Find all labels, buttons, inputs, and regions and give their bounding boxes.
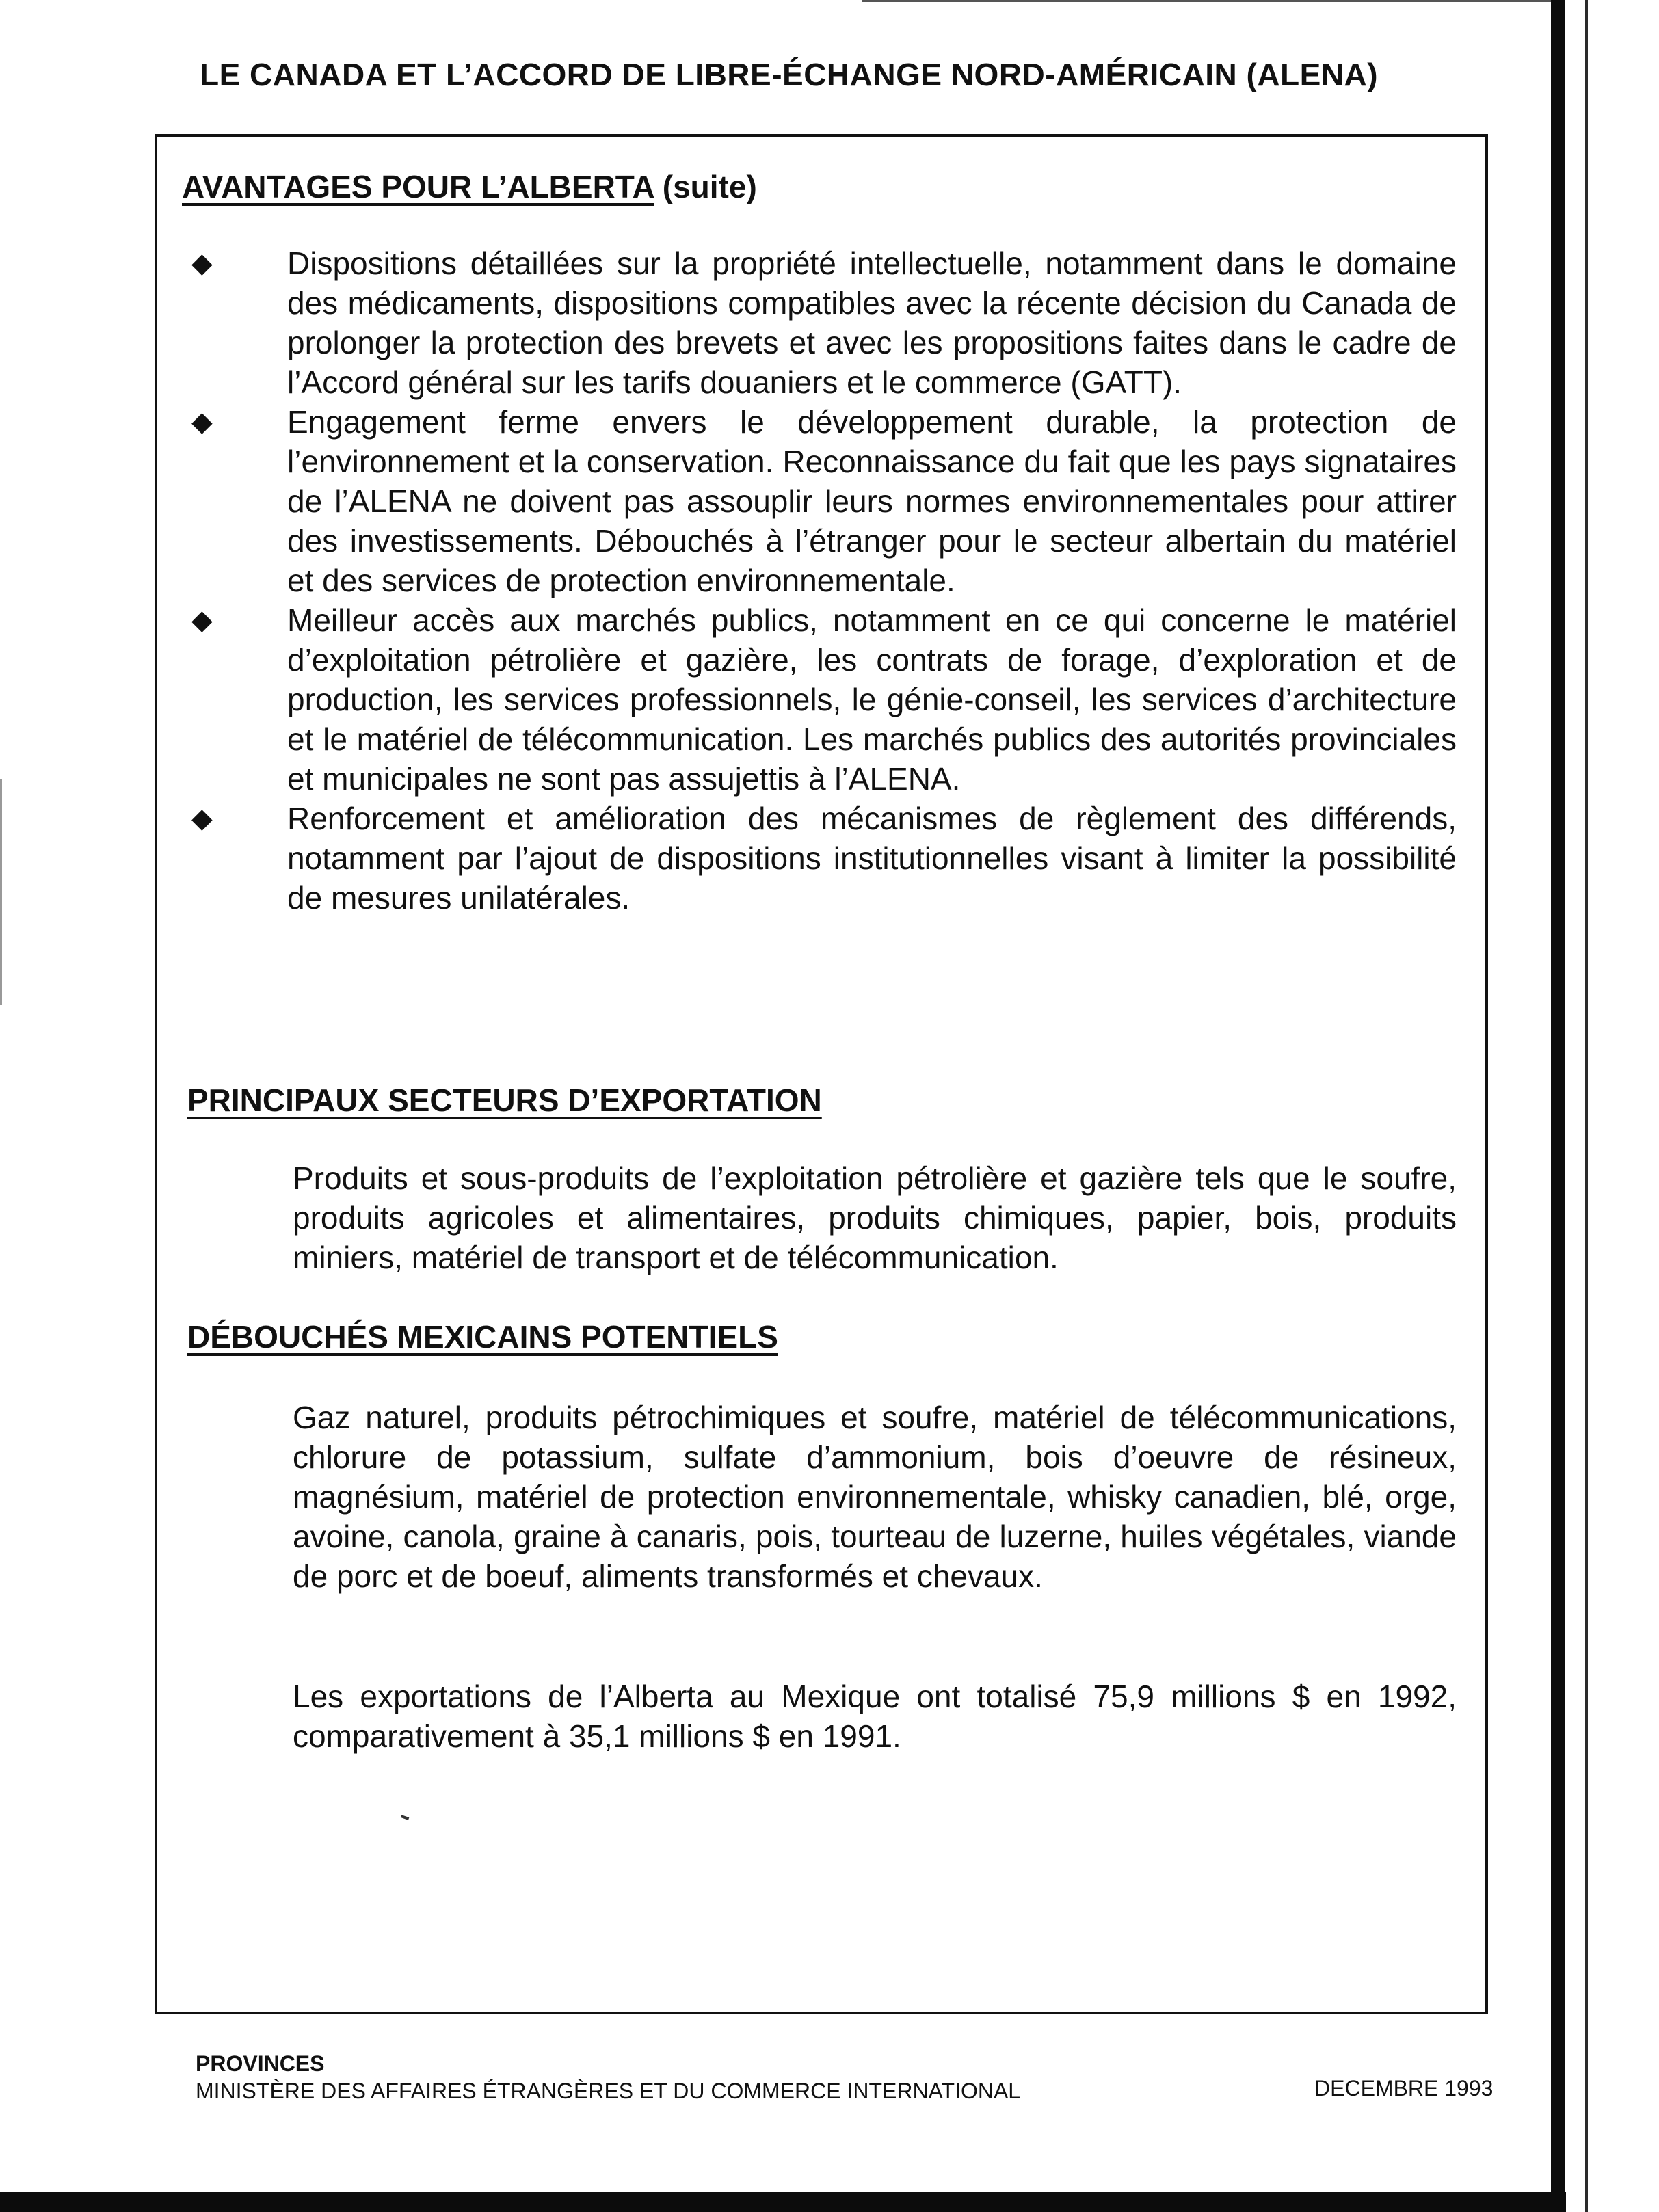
advantages-bullet-list [191,243,1457,918]
footer-org: PROVINCES [196,2051,325,2076]
exports-note-paragraph: Les exportations de l’Alberta au Mexique ont totalisé 75,9 millions $ en 1992, comparativement à 35,1 millions $ en 1991. [293,1679,1457,1754]
bullet-item [191,402,1457,600]
bullet-item [191,600,1457,799]
scan-edge-left [0,779,2,1005]
section-heading-mexican-opportunities-title: DÉBOUCHÉS MEXICAINS POTENTIELS [187,1319,778,1355]
scan-edge-top [862,0,1552,2]
footer-date: DECEMBRE 1993 [1314,2076,1494,2101]
diamond-bullet-icon: ◆ [191,248,213,278]
scan-line-right [1585,0,1588,2212]
scan-edge-bottom [0,2192,1566,2212]
diamond-bullet-icon: ◆ [191,605,213,635]
page-title: LE CANADA ET L’ACCORD DE LIBRE-ÉCHANGE NORD-AMÉRICAIN (ALENA) [200,57,1379,92]
diamond-bullet-icon: ◆ [191,407,213,437]
section-heading-advantages [182,168,757,205]
mexican-opportunities-paragraph: Gaz naturel, produits pétrochimiques et soufre, matériel de télécommunications, chlorure de potassium, sulfate d’ammonium, bois d’oeuvre de résineux, magnésium, matériel de protection environnementale, whisky canadien, blé, orge, avoine, canola, graine à canaris, pois, tourteau de luzerne, huiles végétales, viande de porc et de boeuf, aliments transformés et chevaux. [293,1400,1457,1594]
section-heading-advantages-suffix: (suite) [654,169,757,204]
section-heading-mexican-opportunities [187,1318,778,1355]
footer-ministry: MINISTÈRE DES AFFAIRES ÉTRANGÈRES ET DU COMMERCE INTERNATIONAL [196,2079,1021,2103]
bullet-item [191,243,1457,402]
bullet-text: Dispositions détaillées sur la propriété intellectuelle, notamment dans le domaine des médicaments, dispositions compatibles avec la récente décision du Canada de prolonger la protection des brevets et avec les propositions faites dans le cadre de l’Accord général sur les tarifs douaniers et le commerce (GATT). [287,245,1457,400]
bullet-text: Meilleur accès aux marchés publics, notamment en ce qui concerne le matériel d’exploitation pétrolière et gazière, les contrats de forage, d’exploration et de production, les services professionnels, le génie-conseil, les services d’architecture et le matériel de télécommunication. Les marchés publics des autorités provinciales et municipales ne sont pas assujettis à l’ALENA. [287,602,1457,797]
scan-edge-right [1551,0,1565,2212]
diamond-bullet-icon: ◆ [191,803,213,834]
section-heading-export-sectors [187,1082,822,1119]
bullet-text: Renforcement et amélioration des mécanismes de règlement des différends, notamment par l’ajout de dispositions institutionnelles visant à limiter la possibilité de mesures unilatérales. [287,801,1457,916]
section-heading-advantages-title: AVANTAGES POUR L’ALBERTA [182,169,654,204]
bullet-text: Engagement ferme envers le développement durable, la protection de l’environnement et la conservation. Reconnaissance du fait que les pays signataires de l’ALENA ne doivent pas assouplir leurs normes environnementales pour attirer des investissements. Débouchés à l’étranger pour le secteur albertain du matériel et des services de protection environnementale. [287,404,1457,598]
bullet-item [191,799,1457,918]
section-heading-export-sectors-title: PRINCIPAUX SECTEURS D’EXPORTATION [187,1082,822,1118]
export-sectors-paragraph: Produits et sous-produits de l’exploitation pétrolière et gazière tels que le soufre, produits agricoles et alimentaires, produits chimiques, papier, bois, produits miniers, matériel de transport et de télécommunication. [293,1160,1457,1275]
